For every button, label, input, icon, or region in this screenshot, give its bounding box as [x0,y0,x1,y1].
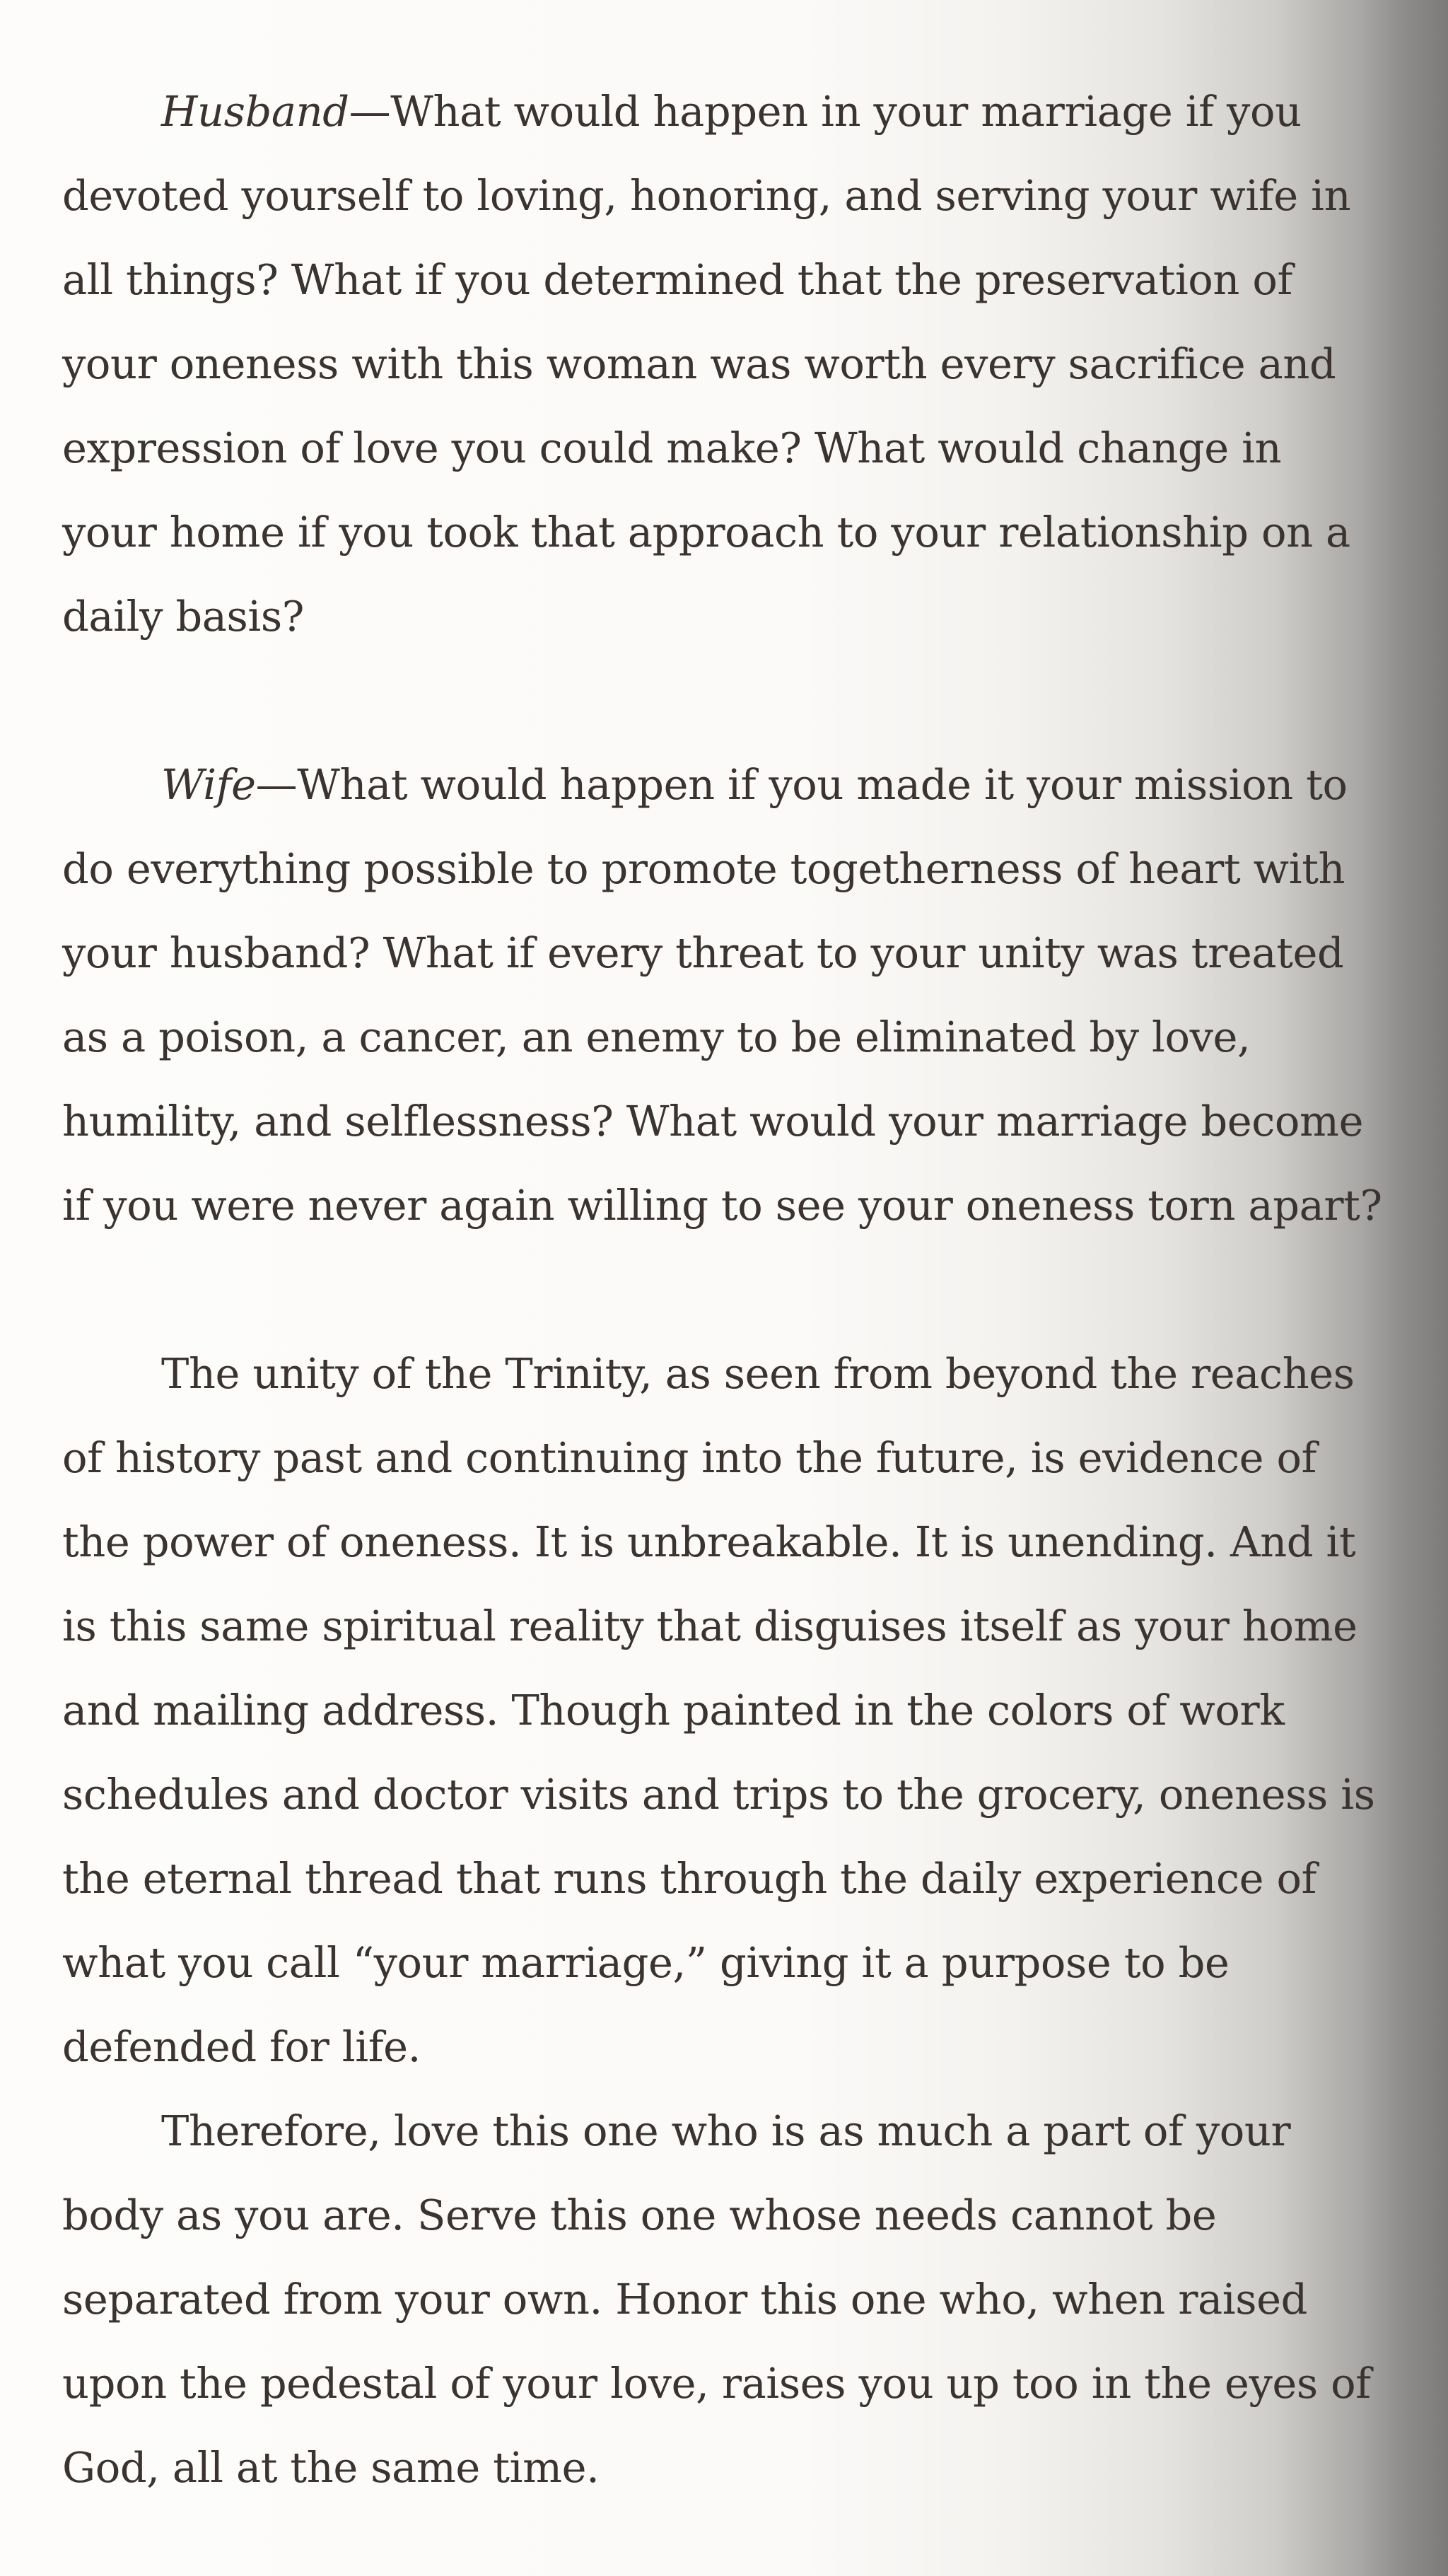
wife-lead: Wife [161,760,256,809]
therefore-text: Therefore, love this one who is as much a part of your body as you are. Serve this one whose needs cannot be separated from your own. Honor this one who, when raised upon the pedestal of your love, raises you up too in the eyes of God, all at the same time. [62,2106,1371,2492]
husband-lead: Husband [161,87,349,136]
trinity-text: The unity of the Trinity, as seen from beyond the reaches of history past and continuing into the future, is evidence of the power of oneness. It is unbreakable. It is unending. And it is this same spiritual reality that disguises itself as your home and mailing address. Though painted in the colors of work schedules and doctor visits and trips to the grocery, oneness is the eternal thread that runs through the daily experience of what you call “your marriage,” giving it a purpose to be defended for life. [62,1349,1375,2071]
husband-text: —What would happen in your marriage if you devoted yourself to loving, honoring, and serving your wife in all things? What if you determined that the preservation of your oneness with this woman was worth every sacrifice and expression of love you could make? What would change in your home if you took that approach to your relationship on a daily basis? [62,87,1351,641]
paragraph-wife [62,742,1406,1247]
paragraph-trinity [62,1331,1406,2089]
wife-text: —What would happen if you made it your mission to do everything possible to promote togetherness of heart with your husband? What if every threat to your unity was treated as a poison, a cancer, an enemy to be eliminated by love, humility, and selflessness? What would your marriage become if you were never again willing to see your oneness torn apart? [62,760,1382,1230]
paragraph-husband [62,69,1406,658]
paragraph-therefore [62,2089,1406,2510]
page-text [62,69,1406,2510]
